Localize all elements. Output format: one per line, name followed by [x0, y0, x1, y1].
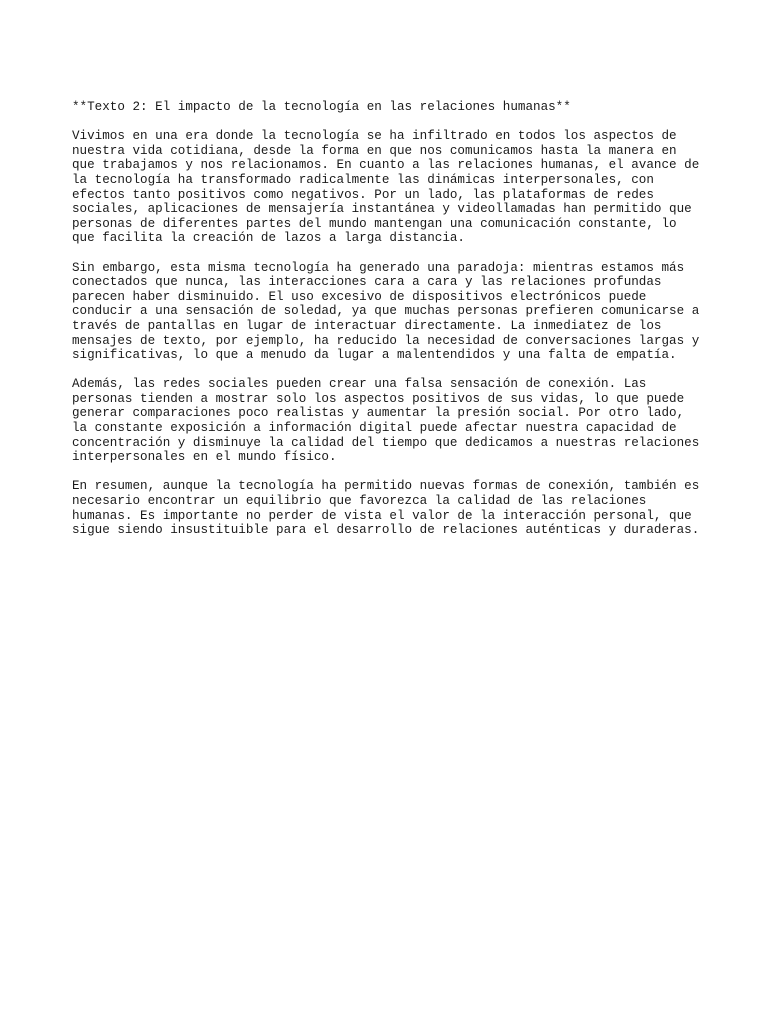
document-title: **Texto 2: El impacto de la tecnología en las relaciones humanas**: [72, 100, 571, 114]
paragraph-intro: Vivimos en una era donde la tecnología se ha infiltrado en todos los aspectos de nuestra vida cotidiana, desde la forma en que nos comunicamos hasta la manera en que trabajamos y nos relacionamos. En cuanto a las relaciones humanas, el avance de la tecnología ha transformado radicalmente las dinámicas interpersonales, con efectos tanto positivos como negativos. Por un lado, las plataformas de redes sociales, aplicaciones de mensajería instantánea y videollamadas han permitido que personas de diferentes partes del mundo mantengan una comunicación constante, lo que facilita la creación de lazos a larga distancia.: [72, 129, 700, 246]
document-page: [72, 100, 712, 552]
paragraph-social-media: Además, las redes sociales pueden crear una falsa sensación de conexión. Las personas tienden a mostrar solo los aspectos positivos de sus vidas, lo que puede generar comparaciones poco realistas y aumentar la presión social. Por otro lado, la constante exposición a información digital puede afectar nuestra capacidad de concentración y disminuye la calidad del tiempo que dedicamos a nuestras relaciones interpersonales en el mundo físico.: [72, 377, 700, 465]
paragraph-paradox: Sin embargo, esta misma tecnología ha generado una paradoja: mientras estamos más conectados que nunca, las interacciones cara a cara y las relaciones profundas parecen haber disminuido. El uso excesivo de dispositivos electrónicos puede conducir a una sensación de soledad, ya que muchas personas prefieren comunicarse a través de pantallas en lugar de interactuar directamente. La inmediatez de los mensajes de texto, por ejemplo, ha reducido la necesidad de conversaciones largas y significativas, lo que a menudo da lugar a malentendidos y una falta de empatía.: [72, 260, 700, 363]
paragraph-conclusion: En resumen, aunque la tecnología ha permitido nuevas formas de conexión, también es necesario encontrar un equilibrio que favorezca la calidad de las relaciones humanas. Es importante no perder de vista el valor de la interacción personal, que sigue siendo insustituible para el desarrollo de relaciones auténticas y duraderas.: [72, 479, 700, 538]
